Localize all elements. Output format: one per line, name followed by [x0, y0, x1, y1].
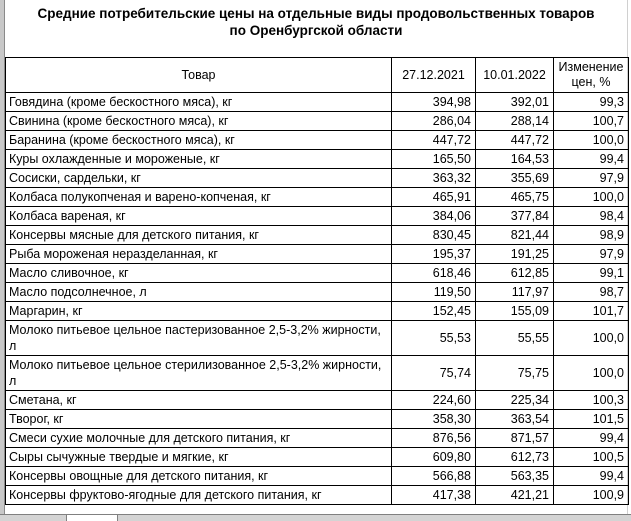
cell-change-pct[interactable]: 100,7 [554, 112, 629, 131]
cell-price-date-2[interactable]: 447,72 [476, 131, 554, 150]
table-row [6, 150, 629, 169]
cell-price-date-2[interactable]: 612,73 [476, 448, 554, 467]
cell-change-pct[interactable]: 99,4 [554, 150, 629, 169]
cell-change-pct[interactable]: 100,0 [554, 356, 629, 391]
cell-change-pct[interactable]: 99,4 [554, 429, 629, 448]
cell-change-pct[interactable]: 100,3 [554, 391, 629, 410]
cell-price-date-2[interactable]: 392,01 [476, 93, 554, 112]
cell-product[interactable]: Творог, кг [6, 410, 392, 429]
cell-price-date-1[interactable]: 384,06 [392, 207, 476, 226]
prices-table [5, 57, 629, 505]
cell-product[interactable]: Молоко питьевое цельное стерилизованное 2,5-3,2% жирности, л [6, 356, 392, 391]
cell-product[interactable]: Масло подсолнечное, л [6, 283, 392, 302]
cell-price-date-1[interactable]: 165,50 [392, 150, 476, 169]
cell-price-date-1[interactable]: 876,56 [392, 429, 476, 448]
cell-price-date-1[interactable]: 152,45 [392, 302, 476, 321]
cell-change-pct[interactable]: 98,4 [554, 207, 629, 226]
table-body [6, 93, 629, 505]
cell-price-date-1[interactable]: 394,98 [392, 93, 476, 112]
table-row [6, 321, 629, 356]
cell-price-date-1[interactable]: 609,80 [392, 448, 476, 467]
cell-price-date-2[interactable]: 377,84 [476, 207, 554, 226]
cell-price-date-1[interactable]: 224,60 [392, 391, 476, 410]
cell-price-date-2[interactable]: 465,75 [476, 188, 554, 207]
cell-price-date-1[interactable]: 465,91 [392, 188, 476, 207]
cell-change-pct[interactable]: 100,0 [554, 321, 629, 356]
cell-change-pct[interactable]: 101,5 [554, 410, 629, 429]
cell-product[interactable]: Молоко питьевое цельное пастеризованное 2,5-3,2% жирности, л [6, 321, 392, 356]
cell-price-date-1[interactable]: 195,37 [392, 245, 476, 264]
title-line-1: Средние потребительские цены на отдельные виды продовольственных товаров [37, 6, 595, 21]
cell-change-pct[interactable]: 100,0 [554, 188, 629, 207]
cell-change-pct[interactable]: 98,9 [554, 226, 629, 245]
table-row [6, 356, 629, 391]
cell-price-date-1[interactable]: 447,72 [392, 131, 476, 150]
cell-price-date-2[interactable]: 75,75 [476, 356, 554, 391]
cell-change-pct[interactable]: 101,7 [554, 302, 629, 321]
cell-price-date-2[interactable]: 164,53 [476, 150, 554, 169]
cell-price-date-2[interactable]: 288,14 [476, 112, 554, 131]
cell-product[interactable]: Сыры сычужные твердые и мягкие, кг [6, 448, 392, 467]
cell-price-date-2[interactable]: 563,35 [476, 467, 554, 486]
cell-price-date-1[interactable]: 75,74 [392, 356, 476, 391]
cell-product[interactable]: Сосиски, сардельки, кг [6, 169, 392, 188]
cell-change-pct[interactable]: 100,9 [554, 486, 629, 505]
cell-change-pct[interactable]: 97,9 [554, 169, 629, 188]
cell-product[interactable]: Баранина (кроме бескостного мяса), кг [6, 131, 392, 150]
cell-product[interactable]: Свинина (кроме бескостного мяса), кг [6, 112, 392, 131]
table-row [6, 207, 629, 226]
cell-product[interactable]: Колбаса вареная, кг [6, 207, 392, 226]
table-row [6, 410, 629, 429]
header-date-1[interactable]: 27.12.2021 [392, 58, 476, 93]
cell-price-date-2[interactable]: 117,97 [476, 283, 554, 302]
table-row [6, 283, 629, 302]
sheet-tab[interactable] [0, 515, 67, 521]
sheet-tab-active[interactable] [67, 515, 118, 521]
cell-product[interactable]: Рыба мороженая неразделанная, кг [6, 245, 392, 264]
cell-product[interactable]: Куры охлажденные и мороженые, кг [6, 150, 392, 169]
cell-product[interactable]: Говядина (кроме бескостного мяса), кг [6, 93, 392, 112]
table-row [6, 264, 629, 283]
cell-product[interactable]: Консервы мясные для детского питания, кг [6, 226, 392, 245]
cell-change-pct[interactable]: 99,3 [554, 93, 629, 112]
cell-change-pct[interactable]: 100,5 [554, 448, 629, 467]
table-row [6, 302, 629, 321]
cell-change-pct[interactable]: 97,9 [554, 245, 629, 264]
cell-price-date-2[interactable]: 821,44 [476, 226, 554, 245]
table-row [6, 112, 629, 131]
header-date-2[interactable]: 10.01.2022 [476, 58, 554, 93]
table-row [6, 93, 629, 112]
cell-product[interactable]: Сметана, кг [6, 391, 392, 410]
cell-change-pct[interactable]: 99,1 [554, 264, 629, 283]
cell-product[interactable]: Масло сливочное, кг [6, 264, 392, 283]
cell-price-date-2[interactable]: 612,85 [476, 264, 554, 283]
cell-product[interactable]: Консервы фруктово-ягодные для детского питания, кг [6, 486, 392, 505]
cell-change-pct[interactable]: 100,0 [554, 131, 629, 150]
cell-price-date-1[interactable]: 830,45 [392, 226, 476, 245]
cell-product[interactable]: Смеси сухие молочные для детского питания, кг [6, 429, 392, 448]
title-line-2: по Оренбургской области [229, 23, 403, 38]
cell-price-date-2[interactable]: 225,34 [476, 391, 554, 410]
cell-price-date-2[interactable]: 421,21 [476, 486, 554, 505]
cell-price-date-2[interactable]: 155,09 [476, 302, 554, 321]
cell-product[interactable]: Маргарин, кг [6, 302, 392, 321]
table-header-row [6, 58, 629, 93]
cell-product[interactable]: Колбаса полукопченая и варено-копченая, кг [6, 188, 392, 207]
table-row [6, 429, 629, 448]
cell-price-date-1[interactable]: 119,50 [392, 283, 476, 302]
cell-price-date-1[interactable]: 417,38 [392, 486, 476, 505]
cell-price-date-1[interactable]: 363,32 [392, 169, 476, 188]
table-row [6, 486, 629, 505]
cell-price-date-2[interactable]: 191,25 [476, 245, 554, 264]
cell-price-date-2[interactable]: 363,54 [476, 410, 554, 429]
cell-price-date-1[interactable]: 566,88 [392, 467, 476, 486]
cell-price-date-2[interactable]: 355,69 [476, 169, 554, 188]
cell-price-date-2[interactable]: 871,57 [476, 429, 554, 448]
table-row [6, 226, 629, 245]
table-row [6, 245, 629, 264]
table-row [6, 391, 629, 410]
cell-price-date-1[interactable]: 358,30 [392, 410, 476, 429]
cell-change-pct[interactable]: 99,4 [554, 467, 629, 486]
cell-price-date-2[interactable]: 55,55 [476, 321, 554, 356]
cell-change-pct[interactable]: 98,7 [554, 283, 629, 302]
cell-product[interactable]: Консервы овощные для детского питания, кг [6, 467, 392, 486]
table-row [6, 467, 629, 486]
table-row [6, 169, 629, 188]
table-row [6, 188, 629, 207]
table-row [6, 131, 629, 150]
cell-price-date-1[interactable]: 55,53 [392, 321, 476, 356]
page-title [5, 0, 627, 57]
header-product[interactable]: Товар [6, 58, 392, 93]
table-row [6, 448, 629, 467]
header-change[interactable]: Изменение цен, % [554, 58, 629, 93]
cell-price-date-1[interactable]: 286,04 [392, 112, 476, 131]
cell-price-date-1[interactable]: 618,46 [392, 264, 476, 283]
